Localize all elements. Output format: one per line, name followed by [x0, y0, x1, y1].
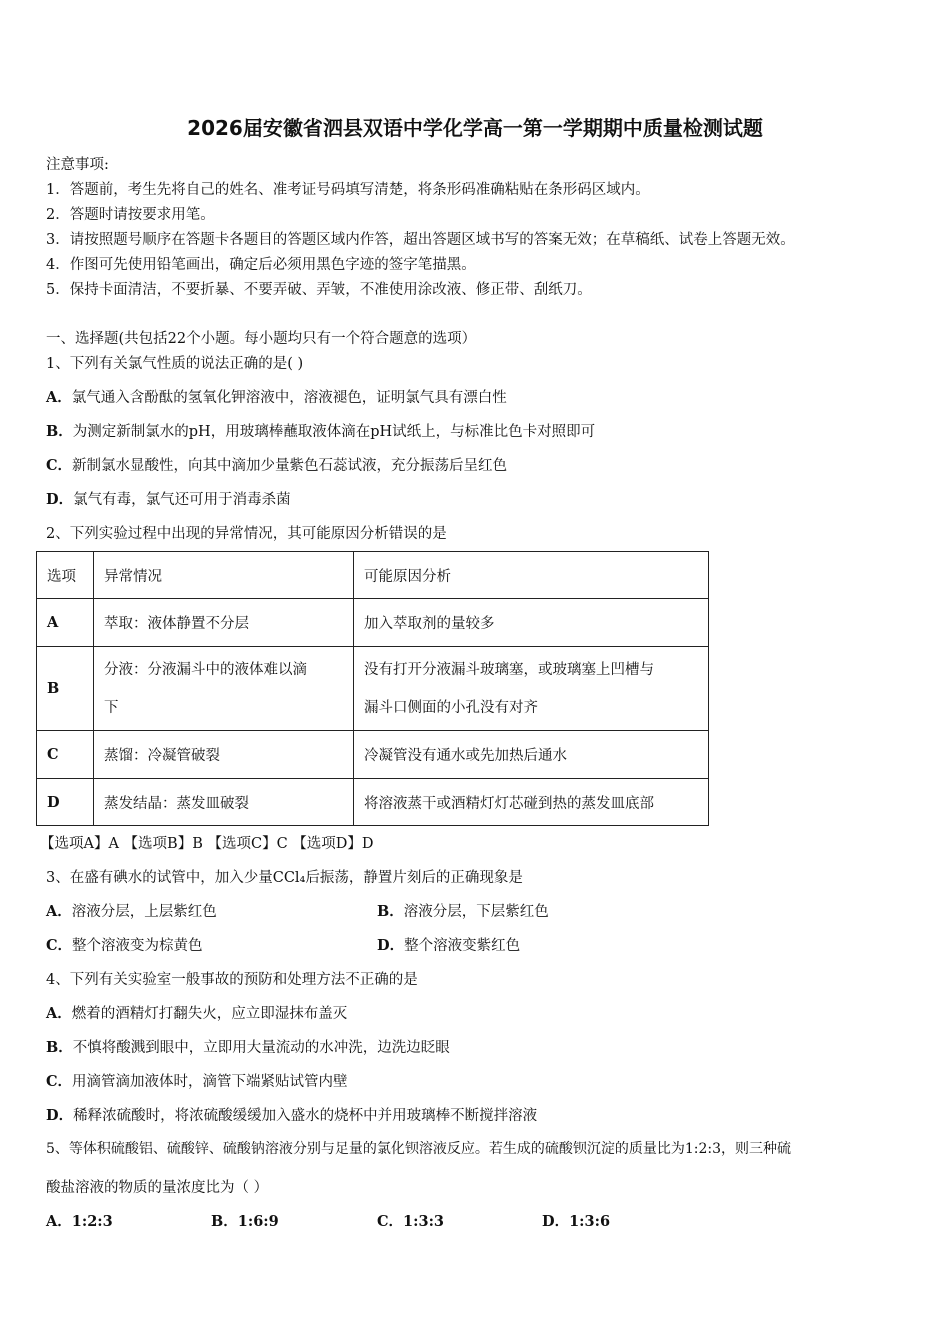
table-cell-option: C [37, 731, 94, 779]
q5-option-c: C．1:3:3 [377, 1213, 445, 1230]
question-5-stem-line1: 5、等体积硫酸铝、硫酸锌、硫酸钠溶液分别与足量的氯化钡溶液反应。若生成的硫酸钡沉淀的质量比为1:2:3，则三种硫 [46, 1141, 792, 1157]
table-cell: 蒸发结晶：蒸发皿破裂 [94, 779, 354, 826]
q1-option-c: C．新制氯水显酸性，向其中滴加少量紫色石蕊试液，充分振荡后呈红色 [46, 457, 508, 474]
q2-table [36, 551, 709, 826]
q5-option-b: B．1:6:9 [211, 1213, 279, 1230]
note-item: 1．答题前，考生先将自己的姓名、准考证号码填写清楚，将条形码准确粘贴在条形码区域内。 [46, 182, 650, 198]
q5-option-a: A．1:2:3 [46, 1213, 113, 1230]
table-cell: 冷凝管没有通水或先加热后通水 [354, 731, 709, 779]
table-cell-option: D [37, 779, 94, 826]
q4-option-c: C．用滴管滴加液体时，滴管下端紧贴试管内壁 [46, 1073, 348, 1090]
notes-heading: 注意事项: [46, 157, 109, 173]
table-cell-option: B [37, 647, 94, 731]
table-cell: 加入萃取剂的量较多 [354, 599, 709, 647]
question-4-stem: 4、下列有关实验室一般事故的预防和处理方法不正确的是 [46, 972, 418, 988]
table-header-cell: 异常情况 [94, 552, 354, 599]
q3-option-d: D．整个溶液变紫红色 [377, 937, 521, 954]
q5-option-d: D．1:3:6 [542, 1213, 611, 1230]
note-item: 3．请按照题号顺序在答题卡各题目的答题区域内作答，超出答题区域书写的答案无效；在草稿纸、试卷上答题无效。 [46, 232, 795, 248]
table-cell: 没有打开分液漏斗玻璃塞，或玻璃塞上凹槽与 漏斗口侧面的小孔没有对齐 [354, 647, 709, 731]
table-header-cell: 选项 [37, 552, 94, 599]
q3-option-a: A．溶液分层，上层紫红色 [46, 903, 217, 920]
question-2-stem: 2、下列实验过程中出现的异常情况，其可能原因分析错误的是 [46, 526, 447, 542]
q2-answer-options: 【选项A】A 【选项B】B 【选项C】C 【选项D】D [40, 836, 374, 852]
table-cell: 萃取：液体静置不分层 [94, 599, 354, 647]
q3-option-c: C．整个溶液变为棕黄色 [46, 937, 203, 954]
table-header-cell: 可能原因分析 [354, 552, 709, 599]
note-item: 4．作图可先使用铅笔画出，确定后必须用黑色字迹的签字笔描黑。 [46, 257, 476, 273]
table-cell: 蒸馏：冷凝管破裂 [94, 731, 354, 779]
table-row [37, 647, 709, 731]
question-1-stem: 1、下列有关氯气性质的说法正确的是( ) [46, 356, 304, 372]
note-item: 2．答题时请按要求用笔。 [46, 207, 215, 223]
q1-option-a: A．氯气通入含酚酞的氢氧化钾溶液中，溶液褪色，证明氯气具有漂白性 [46, 389, 507, 406]
table-row [37, 779, 709, 826]
page-title: 2026届安徽省泗县双语中学化学高一第一学期期中质量检测试题 [187, 116, 763, 140]
table-cell: 分液：分液漏斗中的液体难以滴 下 [94, 647, 354, 731]
table-row [37, 599, 709, 647]
table-row [37, 731, 709, 779]
q4-option-d: D．稀释浓硫酸时，将浓硫酸缓缓加入盛水的烧杯中并用玻璃棒不断搅拌溶液 [46, 1107, 538, 1124]
table-cell: 将溶液蒸干或酒精灯灯芯碰到热的蒸发皿底部 [354, 779, 709, 826]
q1-option-d: D．氯气有毒，氯气还可用于消毒杀菌 [46, 491, 291, 508]
table-cell-option: A [37, 599, 94, 647]
q1-option-b: B．为测定新制氯水的pH，用玻璃棒蘸取液体滴在pH试纸上，与标准比色卡对照即可 [46, 423, 596, 440]
section-heading: 一、选择题(共包括22个小题。每小题均只有一个符合题意的选项） [46, 331, 477, 347]
question-5-stem-line2: 酸盐溶液的物质的量浓度比为（ ） [46, 1180, 269, 1196]
question-3-stem: 3、在盛有碘水的试管中，加入少量CCl₄后振荡，静置片刻后的正确现象是 [46, 870, 523, 886]
table-header-row [37, 552, 709, 599]
q4-option-b: B．不慎将酸溅到眼中，立即用大量流动的水冲洗，边洗边眨眼 [46, 1039, 450, 1056]
q3-option-b: B．溶液分层，下层紫红色 [377, 903, 549, 920]
note-item: 5．保持卡面清洁，不要折暴、不要弄破、弄皱，不准使用涂改液、修正带、刮纸刀。 [46, 282, 592, 298]
q4-option-a: A．燃着的酒精灯打翻失火，应立即湿抹布盖灭 [46, 1005, 348, 1022]
